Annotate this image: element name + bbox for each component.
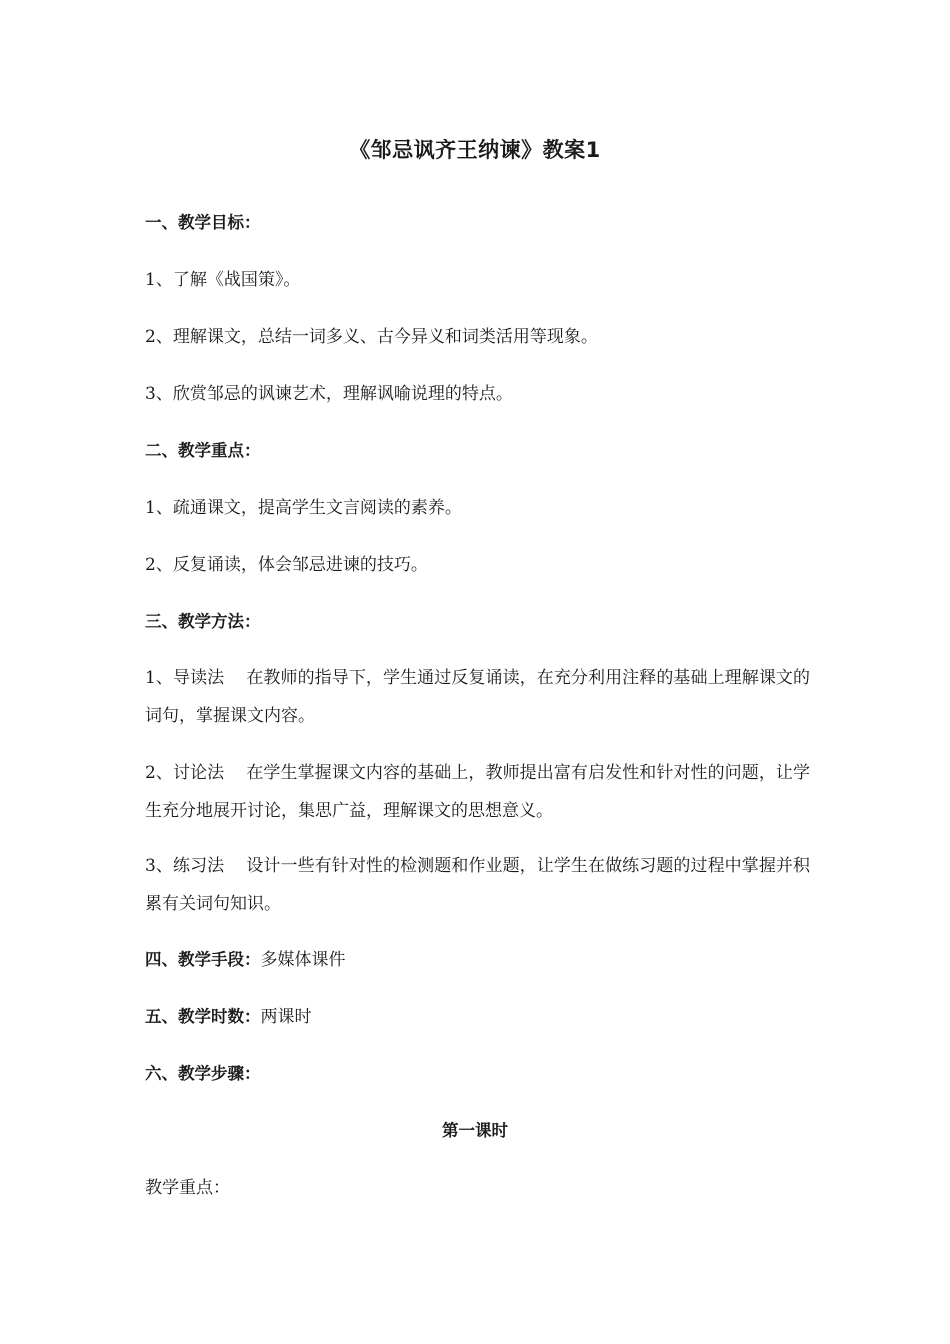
teaching-hours-value: 两课时 — [260, 1007, 312, 1027]
method-text: 设计一些有针对性的检测题和作业题，让学生在做练习题的过程中掌握并积累有关词句知识。 — [145, 856, 810, 914]
method-label: 3、练习法 — [145, 856, 225, 876]
lesson-heading: 第一课时 — [442, 1121, 508, 1140]
method-item-2 — [145, 754, 810, 830]
document-title: 《邹忌讽齐王纳谏》教案1 — [349, 138, 601, 162]
section-heading-hours: 五、教学时数： — [145, 1007, 261, 1026]
section-heading-means: 四、教学手段： — [145, 950, 261, 969]
teaching-means-value: 多媒体课件 — [260, 950, 346, 970]
objective-item-3: 3、欣赏邹忌的讽谏艺术，理解讽喻说理的特点。 — [145, 384, 513, 404]
objective-item-2: 2、理解课文，总结一词多义、古今异义和词类活用等现象。 — [145, 327, 598, 347]
lesson-focus-label: 教学重点： — [145, 1178, 230, 1198]
method-label: 1、导读法 — [145, 668, 225, 688]
section-heading-steps: 六、教学步骤： — [145, 1064, 261, 1083]
objective-item-1: 1、了解《战国策》。 — [145, 270, 301, 290]
key-point-item-1: 1、疏通课文，提高学生文言阅读的素养。 — [145, 498, 462, 518]
method-text: 在学生掌握课文内容的基础上，教师提出富有启发性和针对性的问题，让学生充分地展开讨论，集思广益，理解课文的思想意义。 — [145, 763, 810, 821]
section-heading-objectives: 一、教学目标： — [145, 213, 261, 232]
key-point-item-2: 2、反复诵读，体会邹忌进谏的技巧。 — [145, 555, 428, 575]
section-heading-key-points: 二、教学重点： — [145, 441, 261, 460]
method-label: 2、讨论法 — [145, 763, 225, 783]
section-heading-methods: 三、教学方法： — [145, 612, 261, 631]
teaching-hours-row — [145, 998, 810, 1036]
method-text: 在教师的指导下，学生通过反复诵读，在充分利用注释的基础上理解课文的词句，掌握课文内容。 — [145, 668, 810, 726]
method-item-3 — [145, 847, 810, 923]
method-item-1 — [145, 659, 810, 735]
teaching-means-row — [145, 941, 810, 979]
